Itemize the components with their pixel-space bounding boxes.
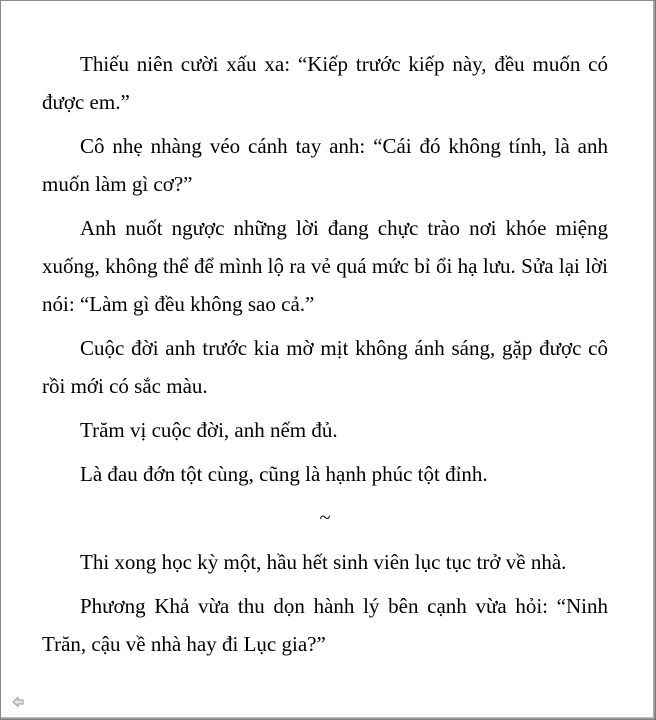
document-body xyxy=(42,45,608,669)
paragraph-1: Thiếu niên cười xấu xa: “Kiếp trước kiếp này, đều muốn có được em.” xyxy=(42,52,608,114)
paragraph-8: Phương Khả vừa thu dọn hành lý bên cạnh vừa hỏi: “Ninh Trăn, cậu về nhà hay đi Lục gia?” xyxy=(42,594,608,656)
paragraph-5: Trăm vị cuộc đời, anh nếm đủ. xyxy=(80,418,338,442)
paragraph-3: Anh nuốt ngược những lời đang chực trào nơi khóe miệng xuống, không thể để mình lộ ra vẻ quá mức bỉ ổi hạ lưu. Sửa lại lời nói: “Làm gì đều không sao cả.” xyxy=(42,216,608,316)
paragraph-4: Cuộc đời anh trước kia mờ mịt không ánh sáng, gặp được cô rồi mới có sắc màu. xyxy=(42,336,608,398)
left-arrow-icon[interactable] xyxy=(11,695,25,709)
paragraph-6: Là đau đớn tột cùng, cũng là hạnh phúc tột đỉnh. xyxy=(80,462,488,486)
section-separator: ~ xyxy=(319,507,331,529)
paragraph-7: Thi xong học kỳ một, hầu hết sinh viên lục tục trở về nhà. xyxy=(80,550,567,574)
paragraph-2: Cô nhẹ nhàng véo cánh tay anh: “Cái đó không tính, là anh muốn làm gì cơ?” xyxy=(42,134,608,196)
